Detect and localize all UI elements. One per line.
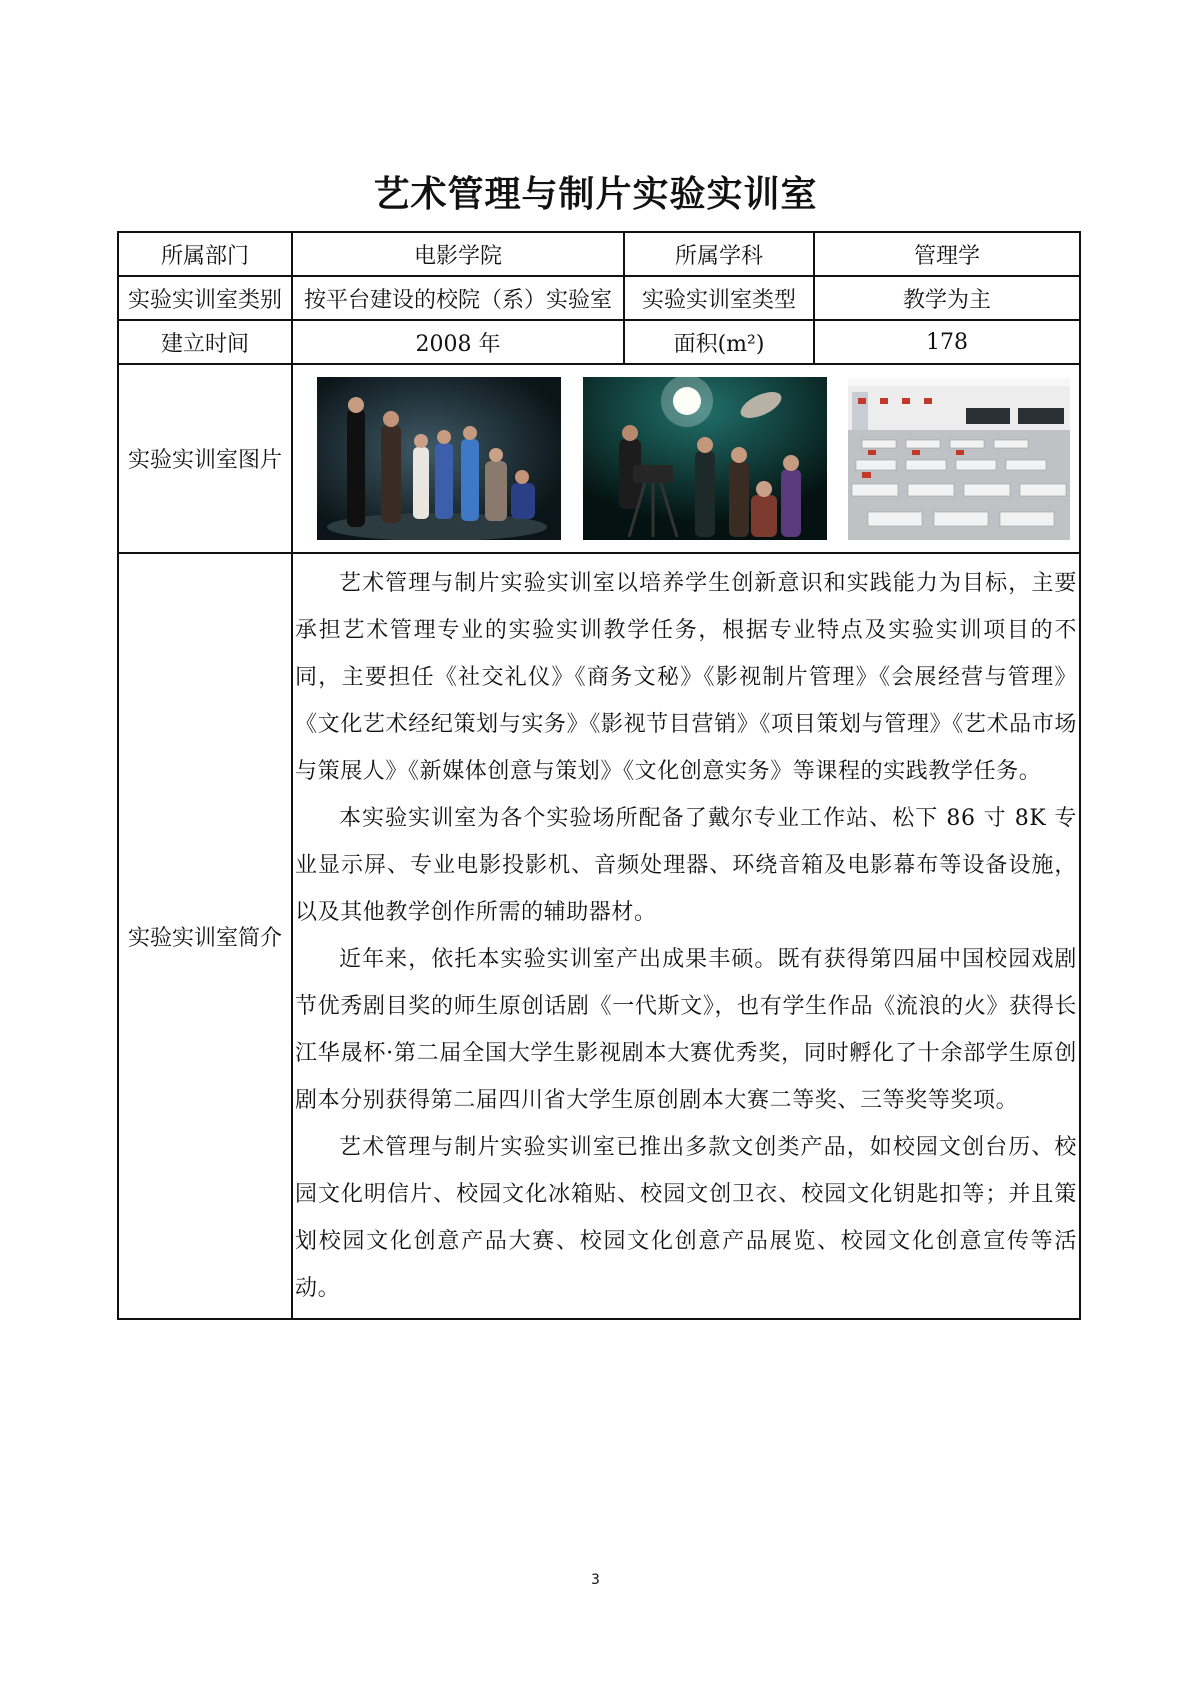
page-number: 3 (591, 1572, 600, 1588)
intro-paragraph: 艺术管理与制片实验实训室已推出多款文创类产品，如校园文创台历、校园文化明信片、校园文化冰箱贴、校园文创卫衣、校园文化钥匙扣等；并且策划校园文化创意产品大赛、校园文化创意产品展览、校园文化创意宣传等活动。 (295, 1135, 1077, 1301)
label-type: 实验实训室类型 (624, 276, 814, 320)
label-established: 建立时间 (118, 320, 292, 364)
introduction-cell (292, 553, 1080, 1319)
value-established: 2008 年 (292, 320, 624, 364)
intro-paragraph: 近年来，依托本实验实训室产出成果丰硕。既有获得第四届中国校园戏剧节优秀剧目奖的师生原创话剧《一代斯文》，也有学生作品《流浪的火》获得长江华晟杯·第二届全国大学生影视剧本大赛优秀奖，同时孵化了十余部学生原创剧本分别获得第二届四川省大学生原创剧本大赛二等奖、三等奖等奖项。 (295, 947, 1077, 1113)
value-category: 按平台建设的校院（系）实验室 (292, 276, 624, 320)
intro-paragraph: 本实验实训室为各个实验场所配备了戴尔专业工作站、松下 86 寸 8K 专业显示屏、专业电影投影机、音频处理器、环绕音箱及电影幕布等设备设施，以及其他教学创作所需的辅助器材。 (295, 806, 1077, 925)
label-category: 实验实训室类别 (118, 276, 292, 320)
photos-cell (292, 364, 1080, 553)
value-department: 电影学院 (292, 232, 624, 276)
lab-info-table (117, 231, 1081, 1320)
table-row (118, 553, 1080, 1319)
table-row (118, 320, 1080, 364)
label-photos: 实验实训室图片 (118, 364, 292, 553)
label-department: 所属部门 (118, 232, 292, 276)
page-title: 艺术管理与制片实验实训室 (373, 174, 818, 215)
label-area: 面积(m²) (624, 320, 814, 364)
photo-rehearsal (317, 377, 561, 540)
value-area: 178 (814, 320, 1080, 364)
label-discipline: 所属学科 (624, 232, 814, 276)
table-row (118, 232, 1080, 276)
value-type: 教学为主 (814, 276, 1080, 320)
table-row (118, 364, 1080, 553)
photo-film-set (583, 377, 827, 540)
intro-paragraph: 艺术管理与制片实验实训室以培养学生创新意识和实践能力为目标，主要承担艺术管理专业的实验实训教学任务，根据专业特点及实验实训项目的不同，主要担任《社交礼仪》《商务文秘》《影视制片管理》《会展经营与管理》《文化艺术经纪策划与实务》《影视节目营销》《项目策划与管理》《艺术品市场与策展人》《新媒体创意与策划》《文化创意实务》等课程的实践教学任务。 (295, 571, 1077, 784)
photo-classroom (848, 378, 1070, 540)
table-row (118, 276, 1080, 320)
value-discipline: 管理学 (814, 232, 1080, 276)
photo-strip (293, 377, 1079, 540)
label-introduction: 实验实训室简介 (118, 553, 292, 1319)
